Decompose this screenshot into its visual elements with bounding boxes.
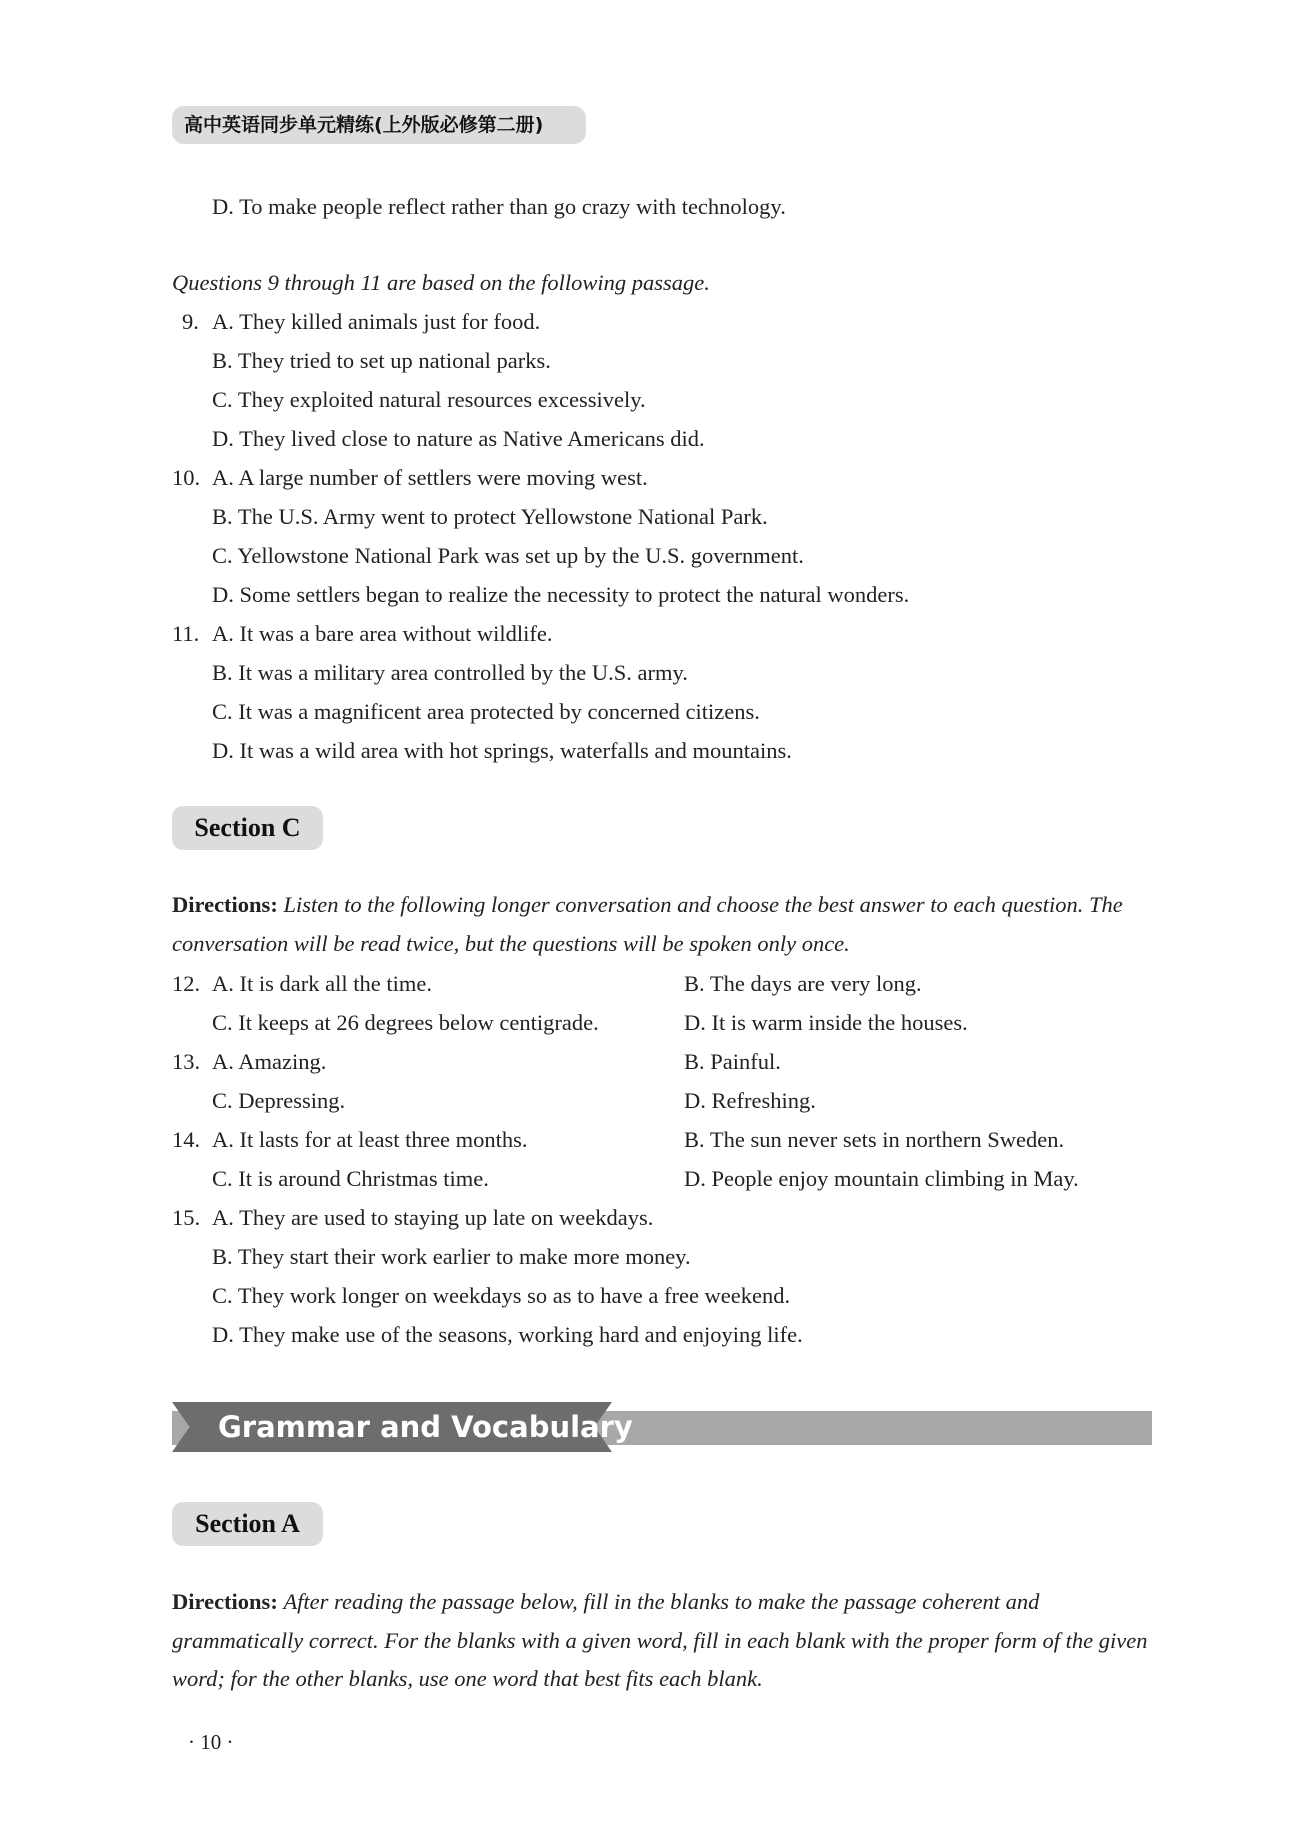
question-number: 15. (172, 1205, 201, 1230)
option: D. It is warm inside the houses. (684, 1010, 968, 1035)
option: C. It is around Christmas time. (212, 1166, 489, 1191)
option: C. They work longer on weekdays so as to have a free weekend. (212, 1283, 791, 1308)
option: C. Yellowstone National Park was set up by the U.S. government. (212, 543, 804, 568)
directions-label: Directions: (172, 892, 278, 917)
option: A. A large number of settlers were moving west. (212, 465, 648, 490)
option: D. It was a wild area with hot springs, waterfalls and mountains. (212, 738, 792, 763)
question-number: 13. (172, 1049, 201, 1074)
option: D. People enjoy mountain climbing in May. (684, 1166, 1079, 1191)
option: B. Painful. (684, 1049, 781, 1074)
directions-text: Listen to the following longer conversation and choose the best answer to each question. The conversation will be read twice, but the questions will be spoken only once. (172, 892, 1123, 956)
option: C. They exploited natural resources excessively. (212, 387, 646, 412)
question-number: 10. (172, 465, 201, 490)
directions-text: After reading the passage below, fill in the blanks to make the passage coherent and grammatically correct. For the blanks with a given word, fill in each blank with the proper form of the given word; for the other blanks, use one word that best fits each blank. (172, 1589, 1148, 1691)
option: A. It was a bare area without wildlife. (212, 621, 553, 646)
option: B. It was a military area controlled by the U.S. army. (212, 660, 688, 685)
option: A. They killed animals just for food. (212, 309, 541, 334)
option: B. The U.S. Army went to protect Yellowstone National Park. (212, 504, 768, 529)
section-a-title: Section A (172, 1502, 323, 1546)
option: A. It is dark all the time. (212, 971, 432, 996)
part-banner-title: Grammar and Vocabulary (218, 1410, 633, 1444)
option: D. Some settlers began to realize the necessity to protect the natural wonders. (212, 582, 910, 607)
section-c-directions (172, 886, 1152, 963)
book-title-tab: 高中英语同步单元精练(上外版必修第二册) (172, 106, 586, 144)
question-number: 11. (172, 621, 200, 646)
directions-label: Directions: (172, 1589, 278, 1614)
option: D. They lived close to nature as Native Americans did. (212, 426, 705, 451)
option: A. They are used to staying up late on weekdays. (212, 1205, 654, 1230)
option: D. They make use of the seasons, working hard and enjoying life. (212, 1322, 803, 1347)
option: C. Depressing. (212, 1088, 346, 1113)
question-number: 14. (172, 1127, 201, 1152)
option: A. Amazing. (212, 1049, 327, 1074)
option: B. The sun never sets in northern Sweden. (684, 1127, 1065, 1152)
page-number: · 10 · (188, 1730, 234, 1754)
option: C. It was a magnificent area protected by concerned citizens. (212, 699, 760, 724)
option: B. They tried to set up national parks. (212, 348, 551, 373)
question-number: 9. (182, 309, 199, 334)
option: A. It lasts for at least three months. (212, 1127, 528, 1152)
q8-option-d: D. To make people reflect rather than go crazy with technology. (212, 194, 786, 219)
option: B. The days are very long. (684, 971, 922, 996)
section-a-directions (172, 1583, 1152, 1699)
passage-intro: Questions 9 through 11 are based on the following passage. (172, 270, 710, 295)
option: D. Refreshing. (684, 1088, 816, 1113)
option: C. It keeps at 26 degrees below centigrade. (212, 1010, 599, 1035)
question-number: 12. (172, 971, 201, 996)
option: B. They start their work earlier to make more money. (212, 1244, 691, 1269)
section-c-title: Section C (172, 806, 323, 850)
